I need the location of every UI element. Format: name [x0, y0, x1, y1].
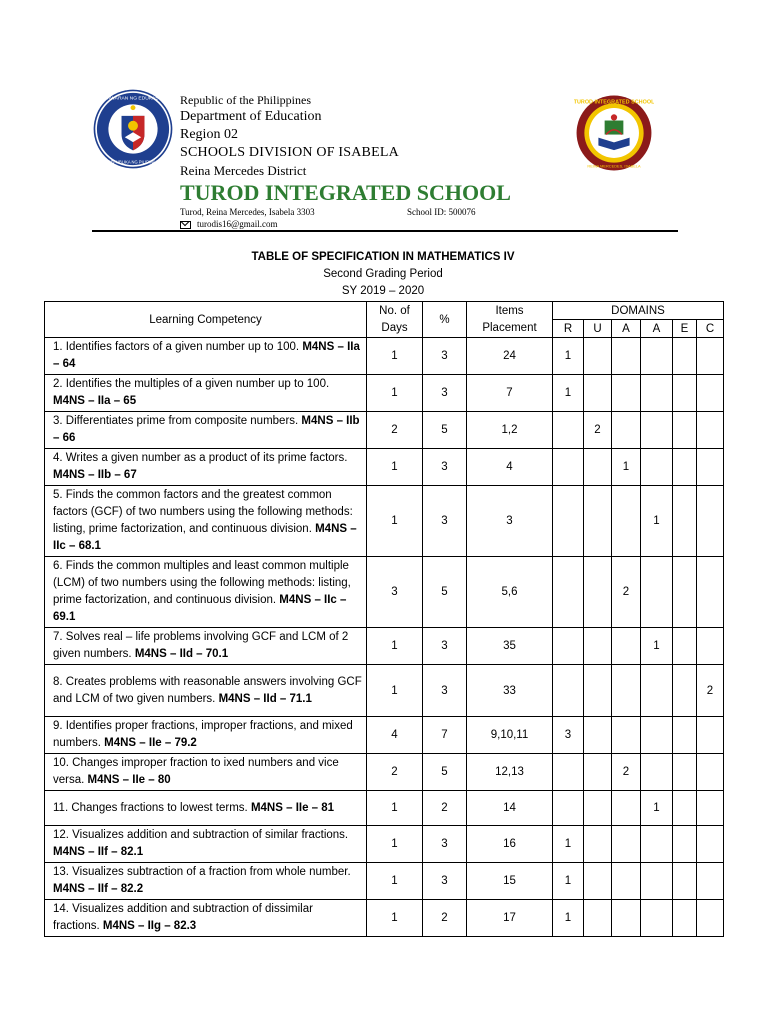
domain-cell	[584, 375, 612, 412]
days-cell: 3	[367, 557, 423, 628]
days-cell: 1	[367, 375, 423, 412]
competency-text: 5. Finds the common factors and the greatest common factors (GCF) of two numbers using the following methods: listing, prime factorization, and continuous division.	[53, 489, 353, 535]
competency-code: M4NS – IIa – 65	[53, 395, 137, 407]
domain-cell	[697, 375, 724, 412]
days-cell: 1	[367, 863, 423, 900]
percent-cell: 3	[423, 863, 467, 900]
competency-code: M4NS – IIf – 82.2	[53, 883, 144, 895]
domain-cell	[584, 486, 612, 557]
domain-cell	[612, 863, 641, 900]
domain-cell	[612, 338, 641, 375]
domain-cell	[673, 826, 697, 863]
domain-cell	[673, 791, 697, 826]
competency-code: M4NS – IId – 71.1	[218, 692, 312, 705]
competency-text: 6. Finds the common multiples and least common multiple (LCM) of two numbers using the following methods: listing, prime factorization, and continuous division.	[53, 560, 351, 606]
domain-cell	[584, 791, 612, 826]
seal-bottom-text: REPUBLIKA NG PILIPINAS	[107, 159, 159, 165]
items-cell: 33	[467, 665, 553, 717]
header-items: Items Placement	[467, 302, 553, 338]
competency-text: 8. Creates problems with reasonable answers involving GCF and LCM of two given numbers.	[53, 675, 362, 705]
header-domain-letter: A	[641, 320, 673, 338]
days-cell: 2	[367, 754, 423, 791]
days-cell: 1	[367, 338, 423, 375]
domain-cell	[697, 338, 724, 375]
days-cell: 1	[367, 449, 423, 486]
domain-cell: 2	[584, 412, 612, 449]
items-cell: 17	[467, 900, 553, 937]
domain-cell	[673, 449, 697, 486]
domain-cell: 1	[553, 900, 584, 937]
days-cell: 2	[367, 412, 423, 449]
domain-cell	[673, 863, 697, 900]
table-row	[45, 754, 724, 791]
header-divider	[92, 230, 678, 232]
days-cell: 1	[367, 900, 423, 937]
school-seal-text: TUROD INTEGRATED SCHOOL	[574, 99, 654, 106]
domain-cell	[641, 754, 673, 791]
competency-code: M4NS – IIb – 66	[53, 415, 360, 444]
domain-cell	[697, 557, 724, 628]
domain-cell	[641, 717, 673, 754]
school-name: TUROD INTEGRATED SCHOOL	[180, 180, 511, 205]
items-cell: 12,13	[467, 754, 553, 791]
domain-cell	[553, 412, 584, 449]
domain-cell: 1	[553, 863, 584, 900]
domain-cell	[697, 791, 724, 826]
table-row	[45, 628, 724, 665]
mail-icon	[180, 221, 191, 229]
days-cell: 1	[367, 665, 423, 717]
header-domain-letter: R	[553, 320, 584, 338]
table-row	[45, 412, 724, 449]
domain-cell	[641, 826, 673, 863]
domain-cell	[584, 754, 612, 791]
header-domain-letter: A	[612, 320, 641, 338]
table-row	[45, 375, 724, 412]
competency-text: 11. Changes fractions to lowest terms.	[53, 801, 248, 814]
domain-cell	[612, 900, 641, 937]
domain-cell	[697, 900, 724, 937]
competency-text: 1. Identifies factors of a given number up to 100.	[53, 341, 300, 353]
competency-code: M4NS – IIf – 82.1	[53, 846, 144, 858]
domain-cell	[673, 557, 697, 628]
percent-cell: 3	[423, 665, 467, 717]
domain-cell	[641, 863, 673, 900]
domain-cell	[584, 338, 612, 375]
competency-text: 3. Differentiates prime from composite numbers.	[53, 415, 299, 427]
domain-cell	[612, 486, 641, 557]
percent-cell: 2	[423, 900, 467, 937]
items-cell: 35	[467, 628, 553, 665]
table-row	[45, 717, 724, 754]
domain-cell	[697, 826, 724, 863]
domain-cell	[553, 754, 584, 791]
domain-cell: 1	[641, 628, 673, 665]
seal-top-text: KAGAWARAN NG EDUKASYON	[96, 96, 170, 102]
school-address: Turod, Reina Mercedes, Isabela 3303	[180, 207, 315, 217]
domain-cell	[673, 900, 697, 937]
header-competency: Learning Competency	[45, 302, 367, 338]
items-cell: 7	[467, 375, 553, 412]
competency-text: 10. Changes improper fraction to ixed numbers and vice versa.	[53, 757, 339, 786]
header-domain-letter: U	[584, 320, 612, 338]
domain-cell	[641, 449, 673, 486]
domain-cell	[673, 717, 697, 754]
header-percent: %	[423, 302, 467, 338]
document-titles	[44, 249, 722, 300]
region-line: Region 02	[180, 127, 238, 142]
days-cell: 1	[367, 628, 423, 665]
competency-text: 14. Visualizes addition and subtraction of dissimilar fractions.	[53, 903, 313, 932]
competency-text: 13. Visualizes subtraction of a fraction from whole number.	[53, 866, 351, 878]
competency-cell	[45, 863, 367, 900]
domain-cell: 2	[697, 665, 724, 717]
header-domain-letter: C	[697, 320, 724, 338]
competency-cell	[45, 338, 367, 375]
domain-cell	[697, 863, 724, 900]
domain-cell	[697, 717, 724, 754]
table-row	[45, 557, 724, 628]
domain-cell	[697, 628, 724, 665]
competency-cell	[45, 486, 367, 557]
grading-period: Second Grading Period	[323, 268, 443, 280]
domain-cell	[612, 375, 641, 412]
domain-cell	[673, 486, 697, 557]
school-year: SY 2019 – 2020	[341, 285, 425, 297]
days-cell: 1	[367, 486, 423, 557]
domain-cell	[553, 449, 584, 486]
percent-cell: 3	[423, 449, 467, 486]
domain-cell	[697, 449, 724, 486]
competency-cell	[45, 412, 367, 449]
items-cell: 3	[467, 486, 553, 557]
domain-cell	[584, 665, 612, 717]
competency-code: M4NS – IIe – 80	[87, 774, 171, 786]
competency-cell	[45, 717, 367, 754]
table-row	[45, 900, 724, 937]
domain-cell	[584, 557, 612, 628]
domain-cell	[553, 791, 584, 826]
domain-cell	[612, 628, 641, 665]
school-email	[180, 219, 278, 229]
domain-cell	[612, 412, 641, 449]
document-title: TABLE OF SPECIFICATION IN MATHEMATICS IV	[251, 251, 515, 263]
domain-cell	[612, 665, 641, 717]
domain-cell	[584, 628, 612, 665]
table-row	[45, 486, 724, 557]
domain-cell: 1	[641, 486, 673, 557]
republic-line: Republic of the Philippines	[180, 93, 311, 107]
department-line: Department of Education	[180, 109, 322, 124]
items-cell: 5,6	[467, 557, 553, 628]
school-seal-logo	[574, 94, 654, 172]
domain-cell	[553, 486, 584, 557]
competency-text: 9. Identifies proper fractions, improper fractions, and mixed numbers.	[53, 720, 353, 749]
competency-cell	[45, 628, 367, 665]
competency-code: M4NS – IId – 70.1	[134, 648, 229, 660]
table-row	[45, 863, 724, 900]
school-seal-bottom-text: REINA MERCEDES, ISABELA	[587, 163, 641, 169]
items-cell: 24	[467, 338, 553, 375]
email-text: turodis16@gmail.com	[197, 219, 278, 229]
domain-cell	[612, 791, 641, 826]
competency-cell	[45, 557, 367, 628]
competency-code: M4NS – IIg – 82.3	[102, 920, 197, 932]
domain-cell	[697, 412, 724, 449]
domain-cell	[673, 754, 697, 791]
domain-cell	[553, 557, 584, 628]
competency-cell	[45, 375, 367, 412]
table-row	[45, 449, 724, 486]
domain-cell	[673, 665, 697, 717]
days-cell: 1	[367, 826, 423, 863]
domain-cell	[673, 628, 697, 665]
competency-cell	[45, 826, 367, 863]
competency-code: M4NS – IIe – 79.2	[104, 737, 197, 749]
competency-cell	[45, 665, 367, 717]
competency-cell	[45, 900, 367, 937]
domain-cell: 3	[553, 717, 584, 754]
competency-code: M4NS – IIa – 64	[53, 341, 360, 370]
domain-cell	[584, 826, 612, 863]
table-row	[45, 665, 724, 717]
domain-cell	[641, 900, 673, 937]
domain-cell	[612, 717, 641, 754]
days-cell: 1	[367, 791, 423, 826]
percent-cell: 5	[423, 412, 467, 449]
domain-cell	[641, 375, 673, 412]
domain-cell	[673, 338, 697, 375]
competency-cell	[45, 791, 367, 826]
division-line: SCHOOLS DIVISION OF ISABELA	[180, 145, 399, 160]
competency-code: M4NS – IIc – 69.1	[53, 594, 347, 623]
items-cell: 14	[467, 791, 553, 826]
percent-cell: 3	[423, 486, 467, 557]
percent-cell: 5	[423, 557, 467, 628]
percent-cell: 5	[423, 754, 467, 791]
deped-seal-logo	[92, 88, 174, 170]
header-days: No. of Days	[367, 302, 423, 338]
percent-cell: 2	[423, 791, 467, 826]
domain-cell: 2	[612, 754, 641, 791]
competency-code: M4NS – IIb – 67	[53, 469, 137, 481]
items-cell: 4	[467, 449, 553, 486]
domain-cell: 1	[612, 449, 641, 486]
competency-code: M4NS – IIc – 68.1	[53, 523, 357, 552]
items-cell: 16	[467, 826, 553, 863]
table-row	[45, 826, 724, 863]
domain-cell	[641, 557, 673, 628]
letterhead	[0, 0, 768, 240]
days-cell: 4	[367, 717, 423, 754]
competency-text: 2. Identifies the multiples of a given number up to 100.	[53, 378, 330, 390]
domain-cell	[697, 754, 724, 791]
header-domain-letter: E	[673, 320, 697, 338]
domain-cell: 1	[553, 826, 584, 863]
domain-cell: 1	[641, 791, 673, 826]
percent-cell: 3	[423, 338, 467, 375]
domain-cell	[553, 628, 584, 665]
school-id: School ID: 500076	[407, 207, 476, 217]
domain-cell	[584, 717, 612, 754]
competency-text: 4. Writes a given number as a product of its prime factors.	[53, 452, 348, 464]
domain-cell	[612, 826, 641, 863]
district-line: Reina Mercedes District	[180, 163, 307, 178]
competency-text: 7. Solves real – life problems involving GCF and LCM of 2 given numbers.	[53, 631, 349, 660]
competency-code: M4NS – IIe – 81	[250, 801, 335, 814]
competency-cell	[45, 754, 367, 791]
domain-cell: 1	[553, 338, 584, 375]
header-domains: DOMAINS	[553, 302, 724, 320]
percent-cell: 7	[423, 717, 467, 754]
items-cell: 1,2	[467, 412, 553, 449]
domain-cell	[584, 863, 612, 900]
percent-cell: 3	[423, 628, 467, 665]
table-row	[45, 338, 724, 375]
domain-cell: 1	[553, 375, 584, 412]
domain-cell	[697, 486, 724, 557]
domain-cell	[553, 665, 584, 717]
domain-cell	[673, 375, 697, 412]
items-cell: 9,10,11	[467, 717, 553, 754]
competency-cell	[45, 449, 367, 486]
domain-cell: 2	[612, 557, 641, 628]
domain-cell	[641, 665, 673, 717]
domain-cell	[584, 900, 612, 937]
items-cell: 15	[467, 863, 553, 900]
specification-table	[44, 301, 724, 937]
percent-cell: 3	[423, 826, 467, 863]
domain-cell	[641, 412, 673, 449]
domain-cell	[641, 338, 673, 375]
table-row	[45, 791, 724, 826]
competency-text: 12. Visualizes addition and subtraction of similar fractions.	[53, 829, 349, 841]
domain-cell	[673, 412, 697, 449]
percent-cell: 3	[423, 375, 467, 412]
domain-cell	[584, 449, 612, 486]
